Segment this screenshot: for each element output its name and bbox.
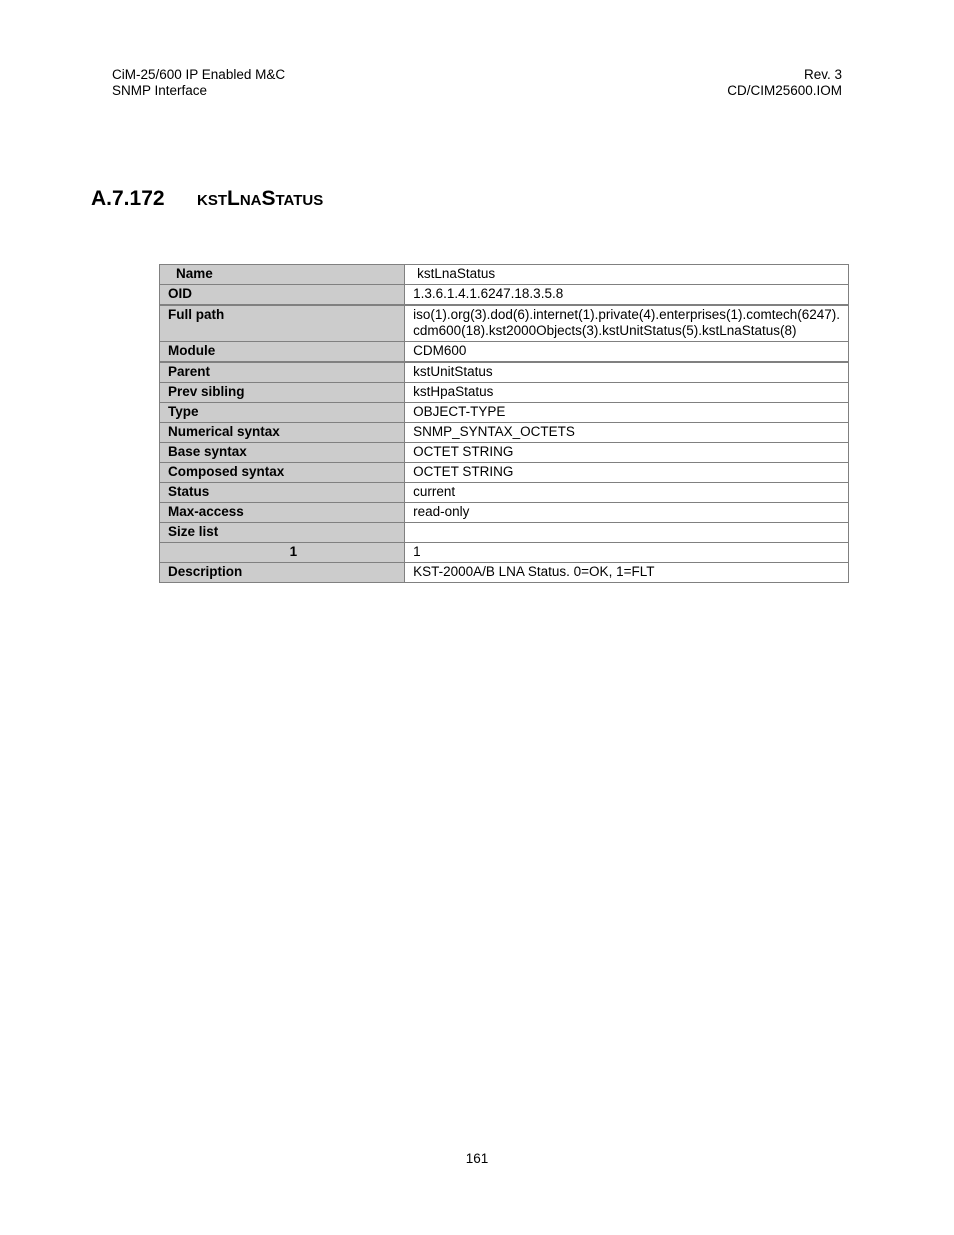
- table-row: [160, 342, 849, 363]
- row-value: 1: [405, 543, 849, 563]
- document-subtitle: SNMP Interface: [112, 83, 208, 98]
- row-label: Max-access: [160, 503, 405, 523]
- row-label: Name: [160, 265, 405, 285]
- table-row: [160, 362, 849, 383]
- revision-label: Rev. 3: [803, 67, 842, 82]
- table-row: [160, 543, 849, 563]
- table-row: [160, 423, 849, 443]
- section-heading: [91, 187, 323, 211]
- section-number: A.7.172: [91, 187, 165, 210]
- row-label: Full path: [160, 305, 405, 342]
- row-label: Size list: [160, 523, 405, 543]
- table-row: [160, 265, 849, 285]
- row-label: 1: [160, 543, 405, 563]
- row-value: OBJECT-TYPE: [405, 403, 849, 423]
- row-label: Description: [160, 563, 405, 583]
- table-row: [160, 403, 849, 423]
- row-value: kstHpaStatus: [405, 383, 849, 403]
- table-row: [160, 383, 849, 403]
- row-label: Status: [160, 483, 405, 503]
- row-value: [405, 305, 849, 342]
- table-row: [160, 305, 849, 342]
- row-label: Module: [160, 342, 405, 363]
- row-value: 1.3.6.1.4.1.6247.18.3.5.8: [405, 285, 849, 306]
- row-label: OID: [160, 285, 405, 306]
- row-value: CDM600: [405, 342, 849, 363]
- row-label: Composed syntax: [160, 463, 405, 483]
- table-row: [160, 503, 849, 523]
- table-row: [160, 523, 849, 543]
- row-label: Parent: [160, 362, 405, 383]
- row-value: read-only: [405, 503, 849, 523]
- document-title: CiM-25/600 IP Enabled M&C: [112, 67, 286, 82]
- table-row: [160, 285, 849, 306]
- row-value: SNMP_SYNTAX_OCTETS: [405, 423, 849, 443]
- row-label: Type: [160, 403, 405, 423]
- page-header-left: [112, 67, 285, 99]
- document-code: CD/CIM25600.IOM: [727, 83, 842, 98]
- row-label: Numerical syntax: [160, 423, 405, 443]
- table-row: [160, 443, 849, 463]
- page-number: 161: [465, 1151, 489, 1166]
- section-title: kstLnaStatus: [197, 187, 324, 210]
- row-value: kstUnitStatus: [405, 362, 849, 383]
- table-row: [160, 483, 849, 503]
- row-value: KST-2000A/B LNA Status. 0=OK, 1=FLT: [405, 563, 849, 583]
- row-label: Prev sibling: [160, 383, 405, 403]
- row-value: kstLnaStatus: [405, 265, 849, 285]
- table-row: [160, 563, 849, 583]
- row-value: OCTET STRING: [405, 463, 849, 483]
- full-path-line-1: iso(1).org(3).dod(6).internet(1).private(4).enterprises(1).comtech(6247).: [413, 307, 840, 322]
- full-path-line-2: cdm600(18).kst2000Objects(3).kstUnitStatus(5).kstLnaStatus(8): [413, 323, 797, 338]
- row-label: Base syntax: [160, 443, 405, 463]
- table-row: [160, 463, 849, 483]
- row-value: [405, 523, 849, 543]
- mib-object-table: [159, 264, 849, 583]
- row-value: current: [405, 483, 849, 503]
- page-header-right: [727, 67, 842, 99]
- row-value: OCTET STRING: [405, 443, 849, 463]
